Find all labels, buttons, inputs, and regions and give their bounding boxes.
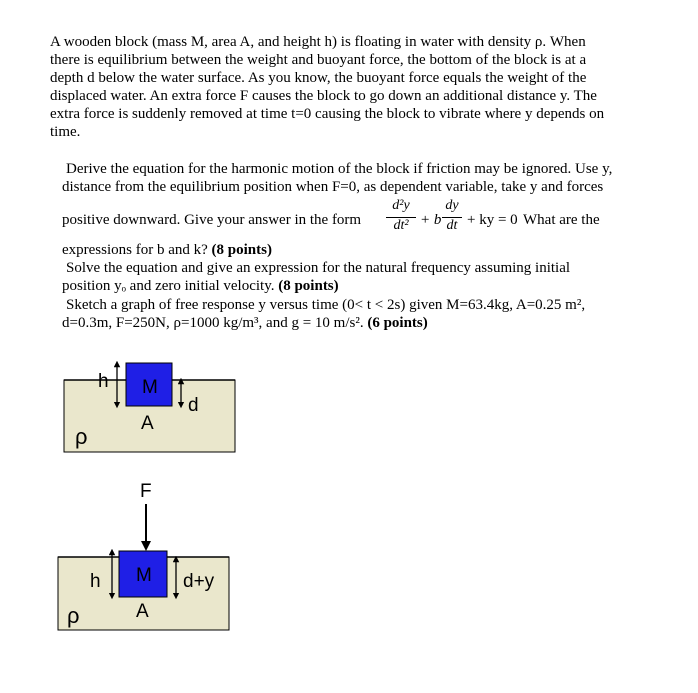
figure-floating-block xyxy=(64,363,235,452)
label-A-2: A xyxy=(136,601,149,622)
label-F: F xyxy=(140,481,152,502)
eq-tail: + ky = 0 xyxy=(467,212,518,228)
figure-forced-block xyxy=(58,481,229,630)
intro-line: A wooden block (mass M, area A, and height h) is floating in water with density ρ. When xyxy=(50,34,586,50)
label-d-plus-y: d+y xyxy=(183,571,215,592)
q1-line3-pre: positive downward. Give your answer in the form xyxy=(62,212,362,228)
q1-line1: Derive the equation for the harmonic motion of the block if friction may be ignored. Use y, xyxy=(66,161,613,177)
intro-line: time. xyxy=(50,124,81,140)
eq-numerator-2: dy xyxy=(445,198,459,213)
label-h-2: h xyxy=(90,571,101,592)
label-d: d xyxy=(188,395,199,416)
label-A: A xyxy=(141,413,154,434)
q1-question: expressions for b and k? xyxy=(62,242,208,258)
q1-line3-post: What are the xyxy=(523,212,600,228)
q2-text: position yₒ and zero initial velocity. xyxy=(62,278,275,294)
eq-numerator-1: d²y xyxy=(392,198,410,213)
label-M: M xyxy=(142,377,158,398)
q2-line1: Solve the equation and give an expression for the natural frequency assuming initial xyxy=(66,260,571,276)
label-h: h xyxy=(98,371,109,392)
label-rho-2: ρ xyxy=(67,603,80,628)
q3-text: d=0.3m, F=250N, ρ=1000 kg/m³, and g = 10 m/s². xyxy=(62,315,364,331)
q1-points: (8 points) xyxy=(211,242,272,258)
intro-line: depth d below the water surface. As you know, the buoyant force equals the weight of the xyxy=(50,70,587,86)
intro-line: displaced water. An extra force F causes the block to go down an additional distance y. The xyxy=(50,88,597,104)
intro-line: extra force is suddenly removed at time t=0 causing the block to vibrate where y depends on xyxy=(50,106,605,122)
q3-points: (6 points) xyxy=(367,315,428,331)
eq-middle: + b xyxy=(420,212,442,228)
label-rho: ρ xyxy=(75,424,88,449)
eq-denominator-1: dt² xyxy=(393,218,409,233)
q2-points: (8 points) xyxy=(278,278,339,294)
eq-denominator-2: dt xyxy=(446,218,458,233)
label-M-2: M xyxy=(136,565,152,586)
q3-line1: Sketch a graph of free response y versus time (0< t < 2s) given M=63.4kg, A=0.25 m², xyxy=(66,297,586,313)
intro-line: there is equilibrium between the weight and buoyant force, the bottom of the block is at a xyxy=(50,52,587,68)
q1-line2: distance from the equilibrium position when F=0, as dependent variable, take y and forces xyxy=(62,179,604,195)
